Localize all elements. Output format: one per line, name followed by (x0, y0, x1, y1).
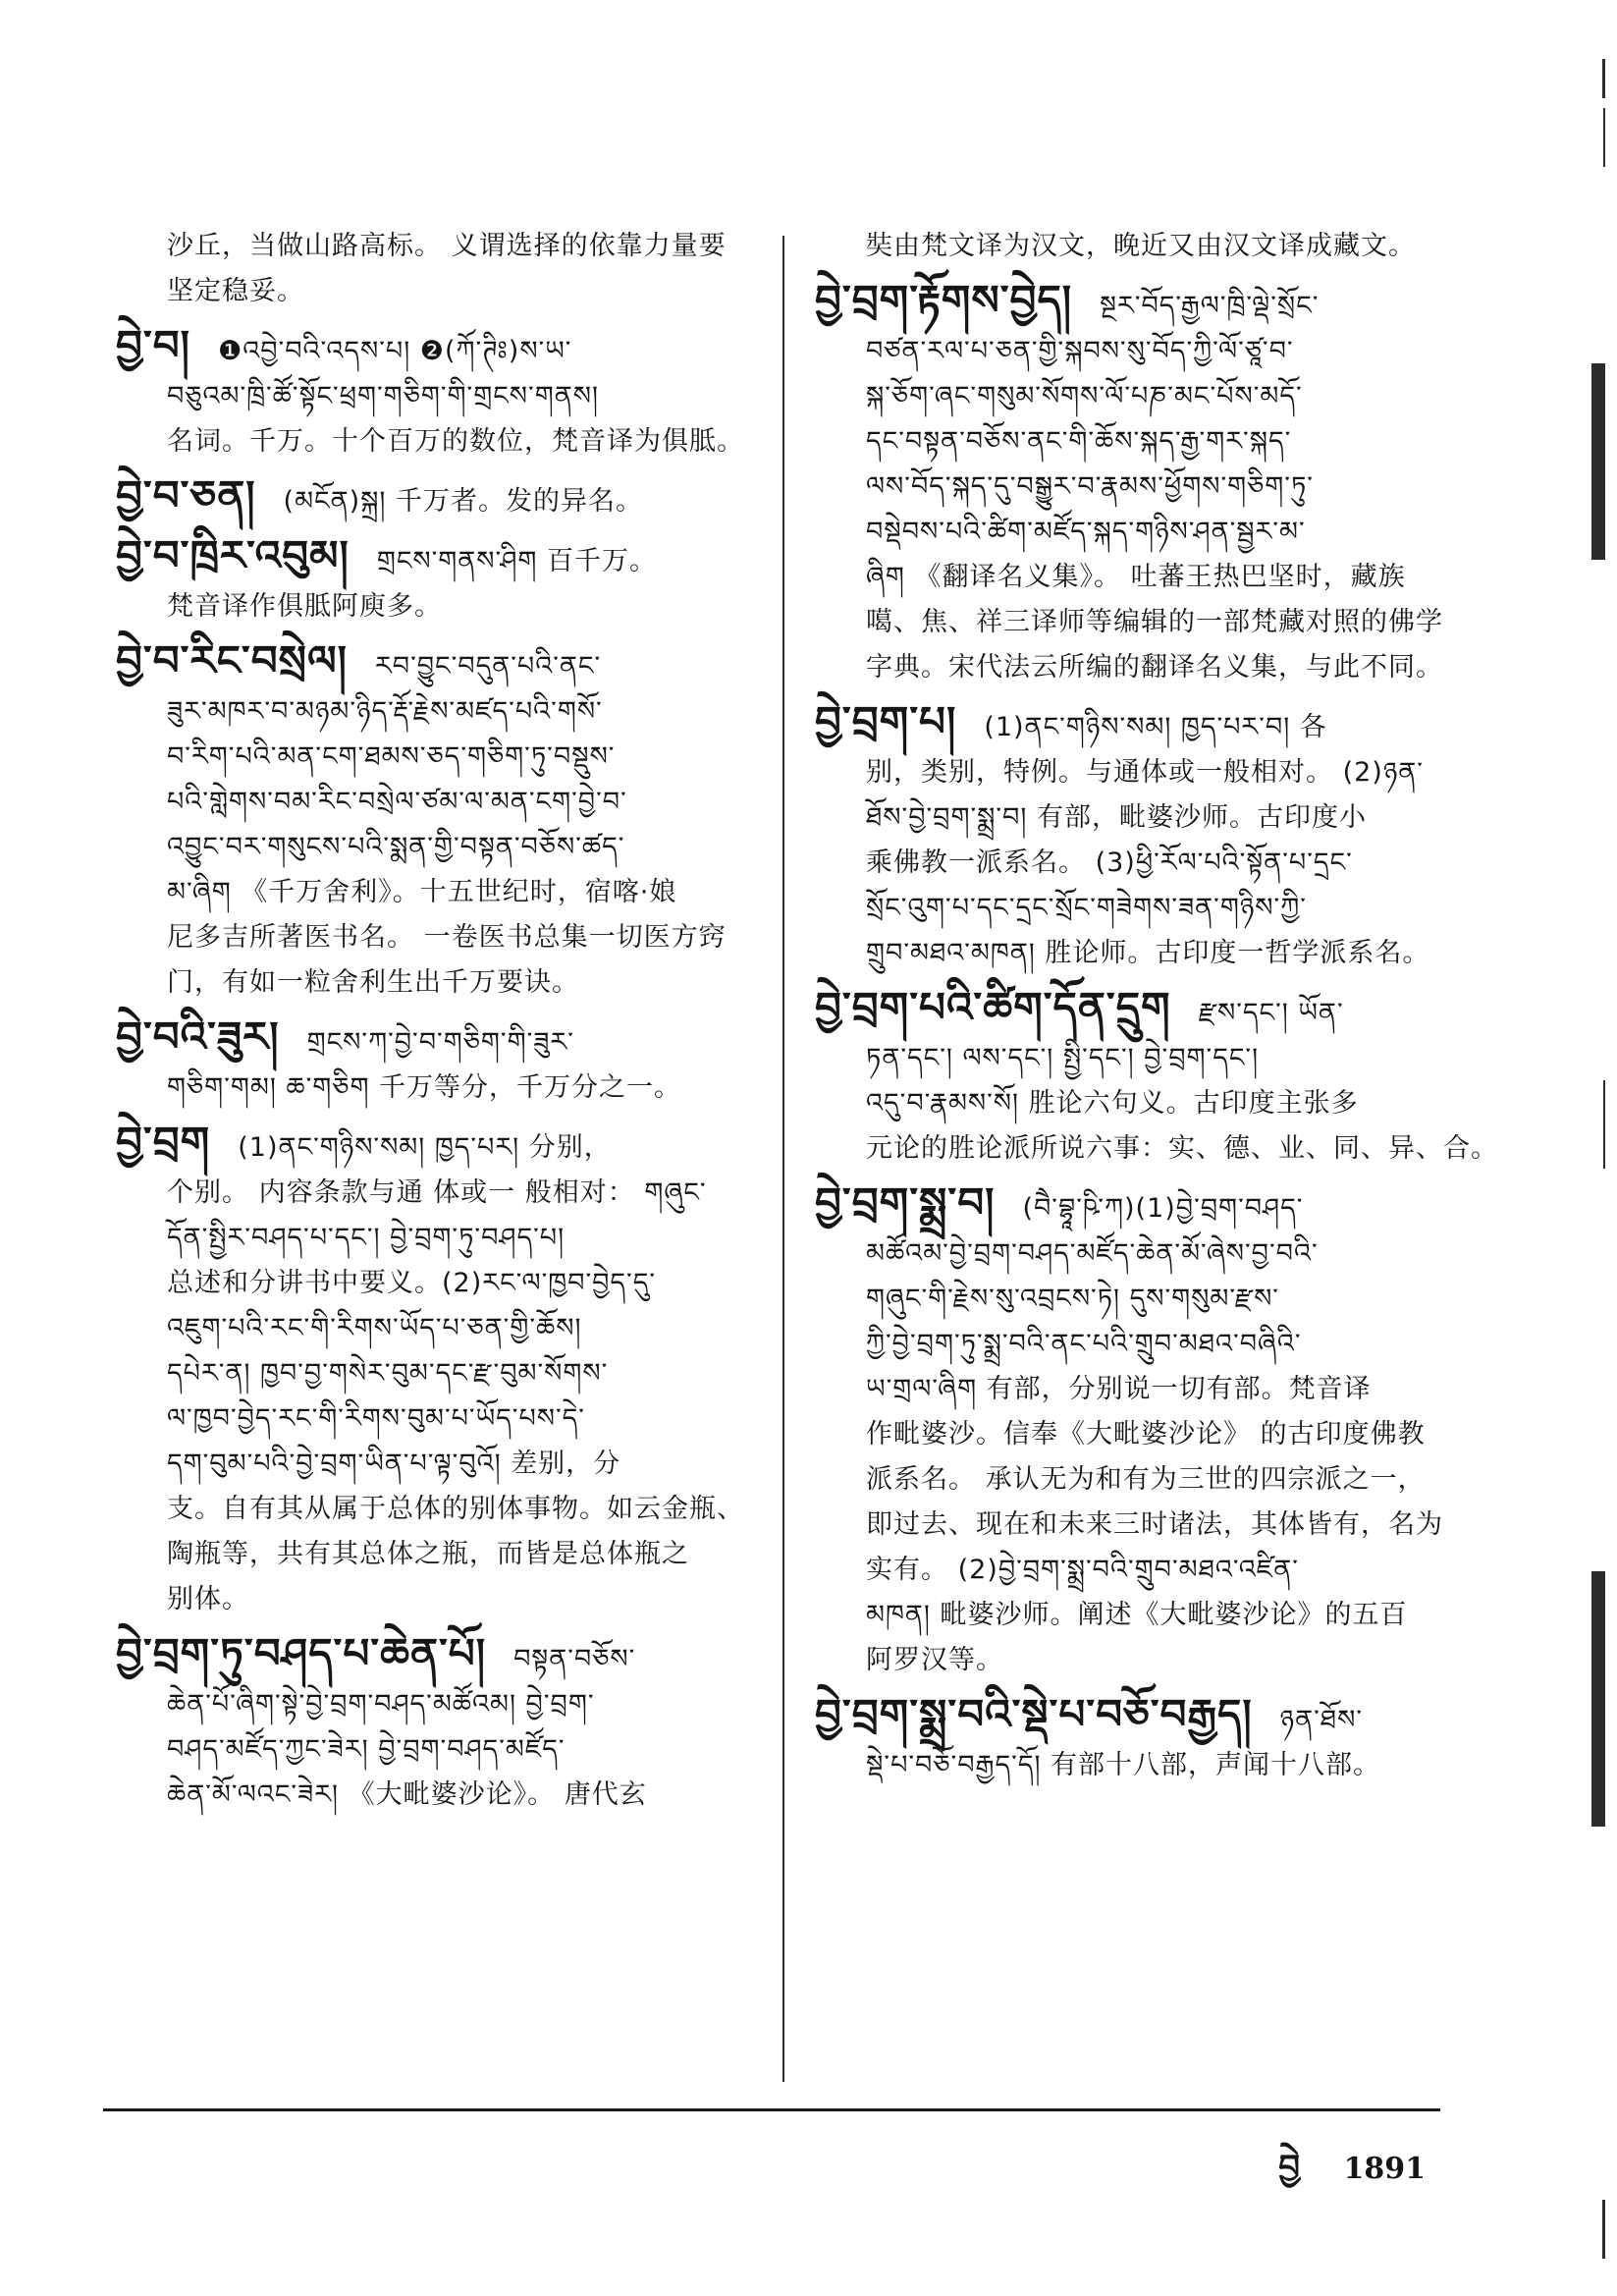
headword: བྱེ་བྲག་སྨྲ་བའི་སྡེ་པ་བཅོ་བརྒྱད། (815, 1690, 1253, 1738)
entry-line (116, 470, 746, 524)
entry-line (116, 1396, 746, 1442)
entry-line (815, 886, 1453, 931)
entry-text: 作毗婆沙。信奉《大毗婆沙论》 的古印度佛教 (866, 1419, 1426, 1449)
dictionary-entry (116, 470, 746, 524)
entry-text: སྲོང་འུག་པ་དང་དྲང་སྲོང་གཟེགས་ཟན་གཉིས་ཀྱི་ (866, 893, 1307, 923)
entry-text: གཞུང་གི་རྗེས་སུ་འབྲངས་ཏེ། དུས་གསུམ་རྫས་ (866, 1284, 1279, 1314)
entry-line (116, 1351, 746, 1396)
entry-text: གཅིག་གམ། ཆ་གཅིག 千万等分，千万分之一。 (167, 1072, 682, 1103)
binding-edge-marks (1568, 0, 1617, 2296)
entry-text: བ་རིག་པའི་མན་ངག་ཐམས་ཅད་གཅིག་ཏུ་བསྡུས་ (167, 741, 616, 772)
entry-text: (བཻ་བྷཱ་ཥི་ཀ)(1)བྱེ་བྲག་བཤད་ (1022, 1193, 1304, 1224)
entry-line (815, 419, 1453, 465)
entry-text: གྲུབ་མཐའ་མཁན། 胜论师。古印度一哲学派系名。 (866, 938, 1430, 968)
entry-text: དག་བུམ་པའི་བྱེ་བྲག་ཡིན་པ་ལྟ་བུའོ། 差别，分 (167, 1449, 621, 1479)
entry-line (116, 1532, 746, 1577)
entry-line (116, 269, 746, 314)
entry-line (116, 1171, 746, 1216)
entry-text: 个别。 内容条款与通 体或一 般相对： གཞུང་ (167, 1177, 707, 1208)
entry-line (815, 1126, 1498, 1172)
entry-line (116, 584, 746, 629)
entry-line (116, 1577, 746, 1622)
entry-text: ཡ་གྲལ་ཞིག 有部，分别说一切有部。梵音译 (866, 1374, 1372, 1404)
dictionary-entry (815, 982, 1498, 1172)
entry-line (815, 1503, 1453, 1548)
entry-text: ཐོས་བྱེ་བྲག་སྨྲ་བ། 有部，毗婆沙师。古印度小 (866, 802, 1367, 833)
entry-line (815, 645, 1453, 690)
entry-text: 尼多吉所著医书名。 一卷医书总集一切医方窍 (167, 922, 727, 953)
entry-text: (1)ནང་གཉིས་སམ། ཁྱད་པར། 分别， (238, 1132, 612, 1163)
entry-text: ❶འབྱེ་བའི་འདས་པ། ❷(ཀོ་ཊིཿ)ས་ཡ་ (218, 336, 572, 366)
entry-line (116, 635, 746, 689)
headword: བྱེ་བ་ཅན། (116, 471, 256, 519)
entry-text: དང་བསྟན་བཅོས་ནང་གི་ཆོས་སྐད་རྒྱ་གར་སྐད་ (866, 426, 1292, 457)
entry-line (116, 1727, 746, 1773)
entry-line (815, 224, 1453, 269)
entry-text: བཤད་མཛོད་ཀྱང་ཟེར། བྱེ་བྲག་བཤད་མཛོད་ (167, 1734, 566, 1765)
guide-letter: བྱེ (1278, 2148, 1301, 2187)
entry-line (815, 982, 1453, 1036)
entry-line (116, 1066, 746, 1111)
entry-line (116, 870, 746, 915)
entry-text: དཔེར་ན། ཁྱབ་བྱ་གསེར་བུམ་དང་རྫ་བུམ་སོགས་ (167, 1358, 609, 1389)
entry-line (116, 1682, 746, 1727)
entry-text: 奘由梵文译为汉文，晚近又由汉文译成藏文。 (866, 231, 1416, 261)
headword: བྱེ་བྲག་སྨྲ་བ། (815, 1178, 996, 1227)
entry-text: དོན་སྤྱིར་བཤད་པ་དང་། བྱེ་བྲག་ཏུ་བཤད་པ། (167, 1223, 566, 1253)
entry-text: སྐ་ཅོག་ཞང་གསུམ་སོགས་ལོ་པཎ་མང་པོས་མདོ་ (866, 381, 1303, 411)
column-divider (782, 236, 784, 2082)
entry-text: འདུ་བ་རྣམས་སོ། 胜论六句义。古印度主张多 (866, 1088, 1359, 1119)
headword: བྱེ་བྲག (116, 1118, 211, 1166)
entry-text: 总述和分讲书中要义。(2)རང་ལ་ཁྱབ་བྱེད་དུ་ (167, 1268, 657, 1298)
entry-line (116, 1628, 746, 1682)
entry-text: ཏན་དང་། ལས་དང་། སྤྱི་དང་། བྱེ་བྲག་དང་། (866, 1043, 1260, 1073)
entry-line (116, 1117, 746, 1171)
entry-line (815, 696, 1453, 750)
entry-line (815, 1036, 1453, 1081)
entry-text: 即过去、现在和未来三时诸法，其体皆有，名为 (866, 1509, 1443, 1540)
dictionary-entry (815, 275, 1453, 690)
entry-text: བསྡེབས་པའི་ཚིག་མཛོད་སྐད་གཉིས་ཤན་སྦྱར་མ་ (866, 517, 1306, 547)
entry-text: མ་ཞིག 《千万舍利》。十五世纪时，宿喀·娘 (167, 877, 677, 907)
headword: བྱེ་བྲག་པ། (815, 697, 957, 745)
dictionary-entry (815, 696, 1453, 976)
entry-line (815, 465, 1453, 510)
entry-text: 梵音译作俱胝阿庾多。 (167, 591, 442, 622)
entry-line (815, 931, 1453, 976)
entry-text: 别体。 (167, 1584, 249, 1614)
entry-text: ཞིག 《翻译名义集》。 吐蕃王热巴坚时，藏族 (866, 562, 1406, 592)
entry-text: (མངོན)སྐྲ། 千万者。发的异名。 (283, 486, 643, 517)
footer-rule (103, 2108, 1440, 2111)
entry-text: འཇུག་པའི་རང་གི་རིགས་ཡོད་པ་ཅན་གྱི་ཆོས། (167, 1313, 582, 1343)
dictionary-entry (116, 320, 746, 465)
entry-text: ཟུར་མཁར་བ་མཉམ་ཉིད་རྡོ་རྗེས་མཛད་པའི་གསོ་ (167, 696, 603, 727)
entry-text: སྡེ་པ་བཅོ་བརྒྱད་དོ། 有部十八部，声闻十八部。 (866, 1750, 1381, 1780)
dictionary-entry (815, 224, 1453, 269)
entry-text: 实有。 (2)བྱེ་བྲག་སྨྲ་བའི་གྲུབ་མཐའ་འཛིན་ (866, 1555, 1299, 1585)
page-number: 1891 (1343, 2152, 1426, 2186)
entry-text: 沙丘，当做山路高标。 义谓选择的依靠力量要 (167, 231, 727, 261)
entry-line (815, 1548, 1453, 1593)
dictionary-entry (116, 1011, 746, 1111)
entry-text: 坚定稳妥。 (167, 276, 304, 306)
entry-text: (1)ནང་གཉིས་སམ། ཁྱད་པར་བ། 各 (984, 712, 1327, 742)
entry-line (116, 419, 746, 465)
entry-line (116, 1487, 746, 1532)
entry-text: 派系名。 承认无为和有为三世的四宗派之一， (866, 1464, 1426, 1495)
entry-text: སྔར་བོད་རྒྱལ་ཁྲི་ལྡེ་སྲོང་ (1100, 291, 1320, 321)
entry-text: ཆེན་མོ་ལའང་ཟེར། 《大毗婆沙论》。 唐代玄 (167, 1779, 647, 1810)
entry-line (815, 1081, 1453, 1126)
dictionary-entry (116, 635, 746, 1006)
dictionary-entry (116, 530, 746, 629)
entry-text: མཚོའམ་བྱེ་བྲག་བཤད་མཛོད་ཆེན་མོ་ཞེས་བྱ་བའི་ (866, 1238, 1319, 1269)
entry-text: 陶瓶等，共有其总体之瓶，而皆是总体瓶之 (167, 1539, 689, 1569)
dictionary-entry (815, 1689, 1453, 1788)
entry-line (116, 530, 746, 584)
entry-text: ལས་བོད་སྐད་དུ་བསྒྱུར་བ་རྣམས་ཕྱོགས་གཅིག་ཏུ་ (866, 471, 1314, 502)
entry-line (116, 735, 746, 780)
entry-text: རྫས་དང་། ཡོན་ (1198, 998, 1344, 1028)
entry-text: འབྱུང་བར་གསུངས་པའི་སྨན་གྱི་བསྟན་བཅོས་ཚད་ (167, 832, 625, 862)
entry-line (815, 555, 1453, 600)
entry-line (815, 1689, 1453, 1743)
entry-line (815, 1277, 1453, 1322)
dictionary-entry (116, 1117, 746, 1622)
entry-line (116, 960, 746, 1006)
entry-line (815, 1231, 1453, 1277)
entry-text: གྲངས་གནས་ཤིག 百千万。 (376, 546, 657, 576)
page-footer (1245, 2129, 1426, 2223)
entry-line (815, 1412, 1453, 1457)
entry-text: 别，类别，特例。与通体或一般相对。 (2)ཉན་ (866, 757, 1424, 788)
entry-text: 名词。千万。十个百万的数位，梵音译为俱胝。 (167, 426, 744, 457)
entry-line (815, 841, 1453, 886)
entry-text: མཁན། 毗婆沙师。阐述《大毗婆沙论》的五百 (866, 1600, 1408, 1630)
entry-line (116, 1306, 746, 1351)
headword: བྱེ་བ། (116, 321, 190, 369)
entry-line (815, 374, 1453, 419)
entry-line (815, 1177, 1453, 1231)
entry-line (116, 825, 746, 870)
entry-text: 字典。宋代法云所编的翻译名义集，与此不同。 (866, 652, 1443, 683)
entry-text: 门，有如一粒舍利生出千万要诀。 (167, 967, 579, 998)
entry-text: བསྟན་བཅོས་ (513, 1644, 636, 1674)
entry-text: བཙན་རལ་པ་ཅན་གྱི་སྐབས་སུ་བོད་ཀྱི་ལོ་ཙཱ་བ་ (866, 336, 1294, 366)
entry-line (815, 1322, 1453, 1367)
entry-text: གྲངས་ཀ་བྱེ་བ་གཅིག་གི་ཟུར་ (306, 1027, 574, 1058)
dictionary-entry (116, 1628, 746, 1818)
entry-line (815, 275, 1453, 329)
entry-text: 元论的胜论派所说六事：实、德、业、同、异、合。 (866, 1133, 1498, 1164)
headword: བྱེ་བའི་ཟུར། (116, 1012, 280, 1061)
entry-line (815, 1457, 1453, 1503)
entry-line (815, 329, 1453, 374)
headword: བྱེ་བྲག་ཏུ་བཤད་པ་ཆེན་པོ། (116, 1629, 487, 1677)
entry-text: ཉན་ཐོས་ (1279, 1705, 1363, 1735)
entry-line (116, 320, 746, 374)
entry-line (116, 1773, 746, 1818)
headword: བྱེ་བ་རིང་བསྲེལ། (116, 636, 348, 684)
entry-line (116, 224, 746, 269)
entry-text: ལ་ཁྱབ་བྱེད་རང་གི་རིགས་བུམ་པ་ཡོད་པས་དེ་ (167, 1403, 585, 1434)
entry-line (815, 1593, 1453, 1638)
entry-text: བཅུའམ་ཁྲི་ཚོ་སྟོང་ཕྲག་གཅིག་གི་གྲངས་གནས། (167, 381, 599, 411)
headword: བྱེ་བྲག་རྟོགས་བྱེད། (815, 276, 1073, 324)
entry-text: ཆེན་པོ་ཞིག་སྟེ་བྱེ་བྲག་བཤད་མཚོའམ། བྱེ་བྲག་ (167, 1689, 595, 1720)
entry-line (116, 915, 746, 960)
headword: བྱེ་བ་ཁྲིར་འབུམ། (116, 531, 350, 579)
entry-line (815, 750, 1453, 795)
entry-text: 支。自有其从属于总体的别体事物。如云金瓶、 (167, 1494, 744, 1524)
left-column (116, 224, 746, 1824)
right-column (815, 224, 1498, 1794)
headword: བྱེ་བྲག་པའི་ཚིག་དོན་དྲུག (815, 983, 1171, 1031)
entry-line (116, 689, 746, 735)
entry-line (815, 1743, 1453, 1788)
entry-line (815, 795, 1453, 841)
entry-text: 乘佛教一派系名。 (3)ཕྱི་རོལ་པའི་སྟོན་པ་དྲང་ (866, 847, 1353, 878)
entry-line (815, 510, 1453, 555)
entry-text: 阿罗汉等。 (866, 1645, 1003, 1675)
dictionary-entry (815, 1177, 1453, 1683)
entry-line (815, 1367, 1453, 1412)
entry-text: རབ་བྱུང་བདུན་པའི་ནང་ (374, 651, 602, 682)
entry-line (116, 780, 746, 825)
entry-line (815, 600, 1453, 645)
entry-line (815, 1638, 1453, 1683)
entry-line (116, 1442, 746, 1487)
entry-line (116, 374, 746, 419)
entry-line (116, 1011, 746, 1066)
dictionary-entry (116, 224, 746, 314)
entry-text: 噶、焦、祥三译师等编辑的一部梵藏对照的佛学 (866, 607, 1443, 637)
entry-line (116, 1216, 746, 1261)
entry-line (116, 1261, 746, 1306)
entry-text: པའི་གླེགས་བམ་རིང་བསྲེལ་ཙམ་ལ་མན་ངག་བྱེ་བ་ (167, 787, 627, 817)
entry-text: ཀྱི་བྱེ་བྲག་ཏུ་སྨྲ་བའི་ནང་པའི་གྲུབ་མཐའ་བཞིའི་ (866, 1329, 1302, 1359)
